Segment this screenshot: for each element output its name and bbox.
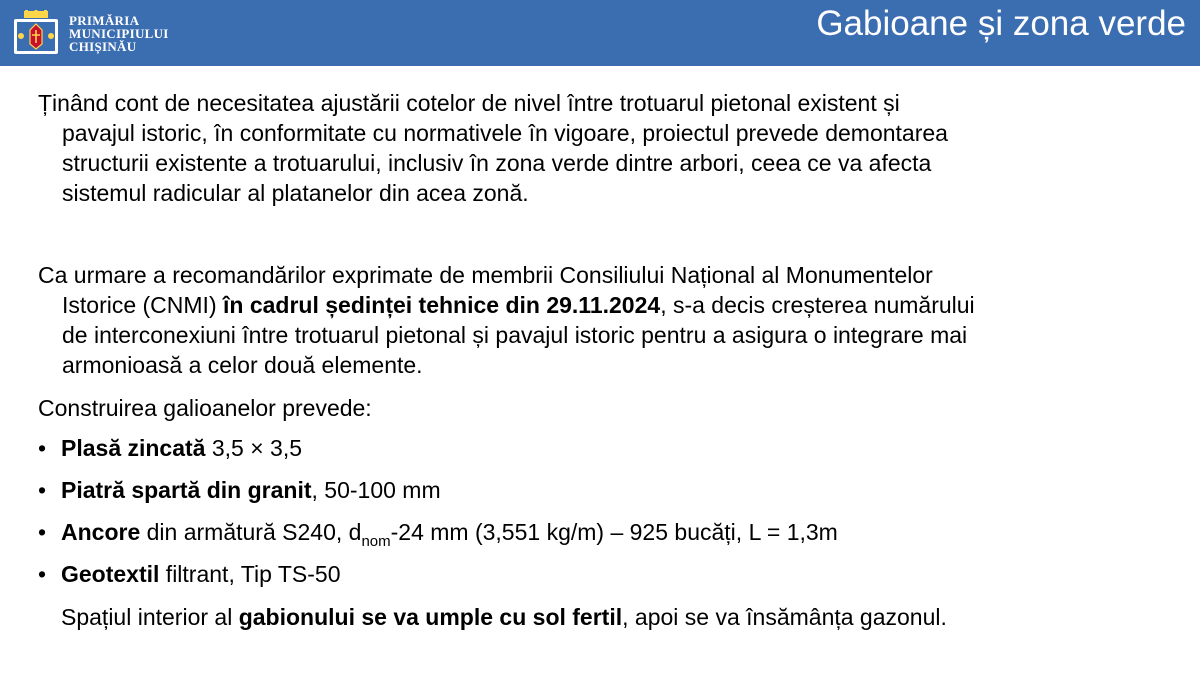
list-intro: Construirea galioanelor prevede: xyxy=(38,395,372,421)
text-run: , apoi se va însămânța gazonul. xyxy=(622,604,947,630)
item-text: 3,5 × 3,5 xyxy=(205,435,303,461)
paragraph-line: Ca urmare a recomandărilor exprimate de membrii Consiliului Național al Monumentelor xyxy=(38,262,933,288)
paragraph-cnmi xyxy=(38,260,1158,380)
emphasis-text: gabionului se va umple cu sol fertil xyxy=(238,604,623,630)
item-label: Plasă zincată xyxy=(61,435,206,461)
item-text: filtrant, Tip TS-50 xyxy=(159,561,341,587)
logo-line: PRIMĂRIA xyxy=(69,12,140,28)
paragraph-line: structurii existente a trotuarului, inclusiv în zona verde dintre arbori, ceea ce va afecta xyxy=(62,150,932,176)
bullet-icon: • xyxy=(38,519,47,545)
slide-title: Gabioane și zona verde xyxy=(816,4,1186,43)
item-label: Geotextil xyxy=(61,561,160,587)
paragraph-line: de interconexiuni între trotuarul pietonal și pavajul istoric pentru a asigura o integrare mai xyxy=(62,322,968,348)
text-run: , s-a decis creșterea numărului xyxy=(660,292,975,318)
item-text: -24 mm (3,551 kg/m) – 925 bucăți, L = 1,3m xyxy=(390,519,838,545)
subscript-text: nom xyxy=(361,533,391,550)
text-run: Istorice (CNMI) xyxy=(62,292,223,318)
list-item xyxy=(38,517,1158,559)
item-text: , 50-100 mm xyxy=(311,477,441,503)
emphasis-text: în cadrul ședinței tehnice din 29.11.2024 xyxy=(223,292,661,318)
logo-line: MUNICIPIULUI xyxy=(69,25,169,41)
bullet-icon: • xyxy=(38,477,47,503)
paragraph-line: armonioasă a celor două elemente. xyxy=(62,352,423,378)
list-item xyxy=(38,559,1158,601)
paragraph-line: Ținând cont de necesitatea ajustării cotelor de nivel între trotuarul pietonal existent și xyxy=(38,90,900,116)
paragraph-line xyxy=(38,290,1158,320)
item-label: Piatră spartă din granit xyxy=(61,477,312,503)
list-item xyxy=(38,433,1158,475)
paragraph-line: pavajul istoric, în conformitate cu normativele în vigoare, proiectul prevede demontarea xyxy=(62,120,948,146)
list-item xyxy=(38,475,1158,517)
bullet-icon: • xyxy=(38,435,47,461)
materials-list xyxy=(38,433,1158,601)
logo-line: CHIȘINĂU xyxy=(69,38,137,54)
item-text: din armătură S240, d xyxy=(140,519,362,545)
text-run: Spațiul interior al xyxy=(61,604,239,630)
bullet-icon: • xyxy=(38,561,47,587)
item-label: Ancore xyxy=(61,519,141,545)
paragraph-leveling xyxy=(38,88,1158,208)
paragraph-line: sistemul radicular al platanelor din acea zonă. xyxy=(62,180,529,206)
closing-note xyxy=(61,602,947,632)
